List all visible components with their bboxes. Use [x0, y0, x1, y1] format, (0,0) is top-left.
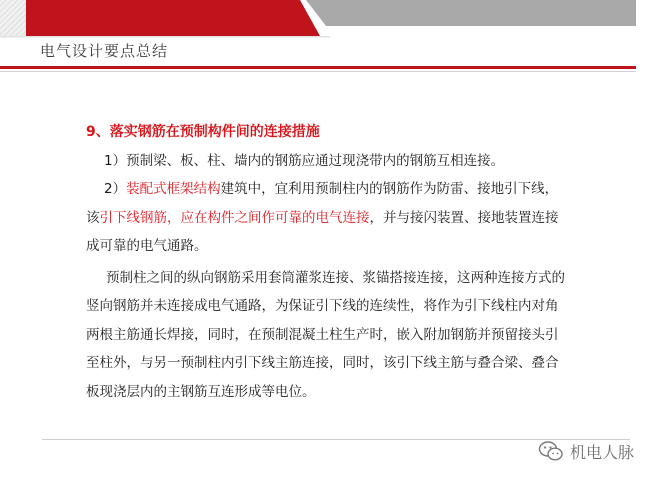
watermark [538, 438, 634, 464]
banner-graphic [0, 0, 646, 40]
item-1: 1）预制梁、板、柱、墙内的钢筋应通过现浇带内的钢筋互相连接。 [104, 152, 505, 169]
title-divider-red [0, 66, 636, 69]
body-paragraph: 预制柱之间的纵向钢筋采用套筒灌浆连接、浆锚搭接连接，这两种连接方式的竖向钢筋并未连接成电气通路，为保证引下线的连续性，将作为引下线柱内对角两根主筋通长焊接，同时，在预制混凝土柱生产时，嵌入附加钢筋并预留接头引至柱外，与另一预制柱内引下线主筋连接，同时，该引下线主筋与叠合梁、叠合板现浇层内的主钢筋互连形成等电位。 [86, 269, 565, 400]
title-divider-grey [0, 71, 636, 72]
item-2-highlight-2: 引下线钢筋，应在构件之间作可靠的电气连接 [99, 209, 370, 226]
item-2 [86, 175, 566, 261]
item-2-prefix: 2） [104, 181, 127, 197]
content-body [86, 118, 566, 406]
slide-title: 电气设计要点总结 [40, 42, 169, 60]
item-2-middle: 建筑中，宜利用预制柱内的钢筋作为防雷、接地引下线，该 [86, 181, 559, 226]
item-2-suffix: ，并与接闪装置、接地装置连接成可靠的电气通路。 [86, 209, 559, 254]
section-heading: 9、落实钢筋在预制构件间的连接措施 [86, 124, 320, 140]
wechat-icon [538, 440, 564, 462]
item-2-highlight-1: 装配式框架结构 [126, 181, 221, 197]
watermark-text: 机电人脉 [569, 442, 634, 462]
top-banner [0, 0, 646, 40]
